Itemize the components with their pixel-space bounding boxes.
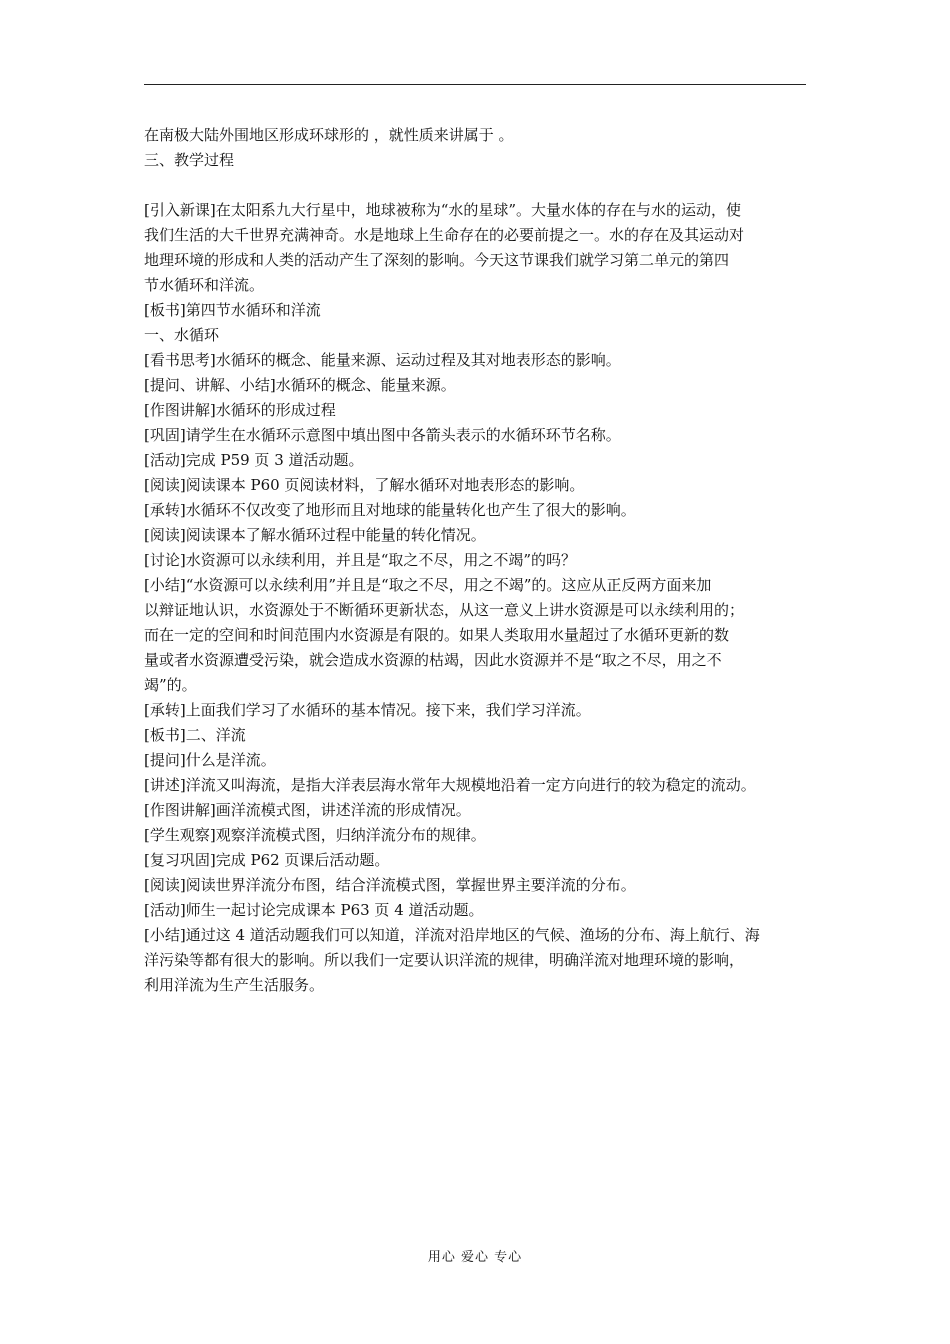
header-rule	[144, 84, 806, 85]
text-line-drawing-explain: [作图讲解]水循环的形成过程	[144, 401, 336, 419]
text-line-summary-1: [小结]“水资源可以永续利用”并且是“取之不尽，用之不竭”的。这应从正反两方面来加	[144, 576, 712, 594]
text-line-final-summary-3: 利用洋流为生产生活服务。	[144, 976, 325, 994]
text-line-intro-3: 地理环境的形成和人类的活动产生了深刻的影响。今天这节课我们就学习第二单元的第四	[144, 251, 730, 269]
text-line-activity-p59: [活动]完成 P59 页 3 道活动题。	[144, 451, 364, 469]
text-line-board-ocean-currents: [板书]二、洋流	[144, 726, 246, 744]
text-line-reading-energy: [阅读]阅读课本了解水循环过程中能量的转化情况。	[144, 526, 486, 544]
document-body	[144, 123, 820, 998]
text-line-reading-p60: [阅读]阅读课本 P60 页阅读材料，了解水循环对地表形态的影响。	[144, 476, 585, 494]
text-line-drawing-currents: [作图讲解]画洋流模式图，讲述洋流的形成情况。	[144, 801, 471, 819]
text-line-summary-3: 而在一定的空间和时间范围内水资源是有限的。如果人类取用水量超过了水循环更新的数	[144, 626, 730, 644]
text-line-board-section4: [板书]第四节水循环和洋流	[144, 301, 321, 319]
text-line-intro-4: 节水循环和洋流。	[144, 276, 265, 294]
text-line-student-observe: [学生观察]观察洋流模式图，归纳洋流分布的规律。	[144, 826, 486, 844]
text-line-intro-2: 我们生活的大千世界充满神奇。水是地球上生命存在的必要前提之一。水的存在及其运动对	[144, 226, 745, 244]
text-line-intro-1: [引入新课]在太阳系九大行星中，地球被称为“水的星球”。大量水体的存在与水的运动，使	[144, 201, 742, 219]
text-line-summary-2: 以辩证地认识，水资源处于不断循环更新状态，从这一意义上讲水资源是可以永续利用的；	[144, 601, 745, 619]
text-line-transition-2: [承转]上面我们学习了水循环的基本情况。接下来，我们学习洋流。	[144, 701, 591, 719]
text-line-final-summary-1: [小结]通过这 4 道活动题我们可以知道，洋流对沿岸地区的气候、渔场的分布、海上航行、海	[144, 926, 760, 944]
text-line-question-currents: [提问]什么是洋流。	[144, 751, 276, 769]
text-line-reading-world-map: [阅读]阅读世界洋流分布图，结合洋流模式图，掌握世界主要洋流的分布。	[144, 876, 636, 894]
page-footer: 用心 爱心 专心	[427, 1250, 523, 1265]
text-line-narration-currents: [讲述]洋流又叫海流，是指大洋表层海水常年大规模地沿着一定方向进行的较为稳定的流动。	[144, 776, 756, 794]
text-line-incomplete-question: 在南极大陆外围地区形成环球形的 ，就性质来讲属于 。	[144, 126, 514, 144]
heading-water-cycle: 一、水循环	[144, 326, 220, 344]
text-line-summary-5: 竭”的。	[144, 676, 197, 694]
text-line-question-explain: [提问、讲解、小结]水循环的概念、能量来源。	[144, 376, 456, 394]
text-line-review-p62: [复习巩固]完成 P62 页课后活动题。	[144, 851, 390, 869]
blank-line	[144, 173, 820, 198]
section-heading-teaching-process: 三、教学过程	[144, 151, 235, 169]
text-line-transition-1: [承转]水循环不仅改变了地形而且对地球的能量转化也产生了很大的影响。	[144, 501, 636, 519]
text-line-final-summary-2: 洋污染等都有很大的影响。所以我们一定要认识洋流的规律，明确洋流对地理环境的影响，	[144, 951, 745, 969]
text-line-discussion: [讨论]水资源可以永续利用，并且是“取之不尽，用之不竭”的吗？	[144, 551, 577, 569]
text-line-activity-p63: [活动]师生一起讨论完成课本 P63 页 4 道活动题。	[144, 901, 484, 919]
text-line-consolidate: [巩固]请学生在水循环示意图中填出图中各箭头表示的水循环环节名称。	[144, 426, 621, 444]
text-line-reading-thinking: [看书思考]水循环的概念、能量来源、运动过程及其对地表形态的影响。	[144, 351, 621, 369]
text-line-summary-4: 量或者水资源遭受污染，就会造成水资源的枯竭，因此水资源并不是“取之不尽，用之不	[144, 651, 722, 669]
